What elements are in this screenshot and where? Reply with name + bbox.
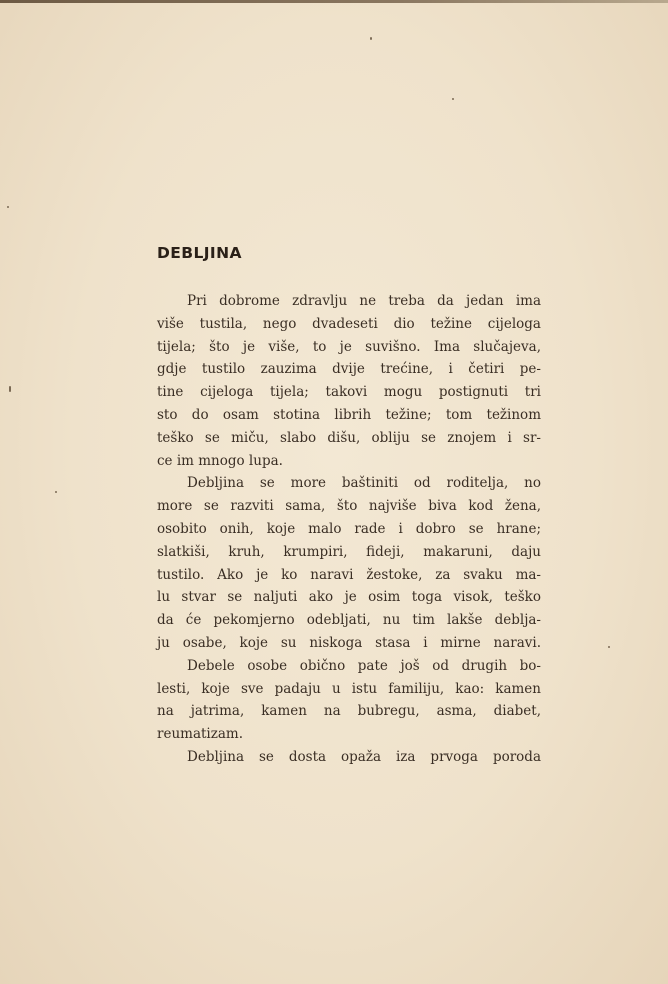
text-line: lu stvar se naljuti ako je osim toga visok, teško bbox=[157, 589, 541, 606]
text-line: tijela; što je više, to je suvišno. Ima slučajeva, bbox=[157, 338, 541, 355]
text-line: reumatizam. bbox=[157, 726, 243, 743]
text-line: slatkiši, kruh, krumpiri, fideji, makaruni, daju bbox=[157, 543, 541, 560]
text-line: Pri dobrome zdravlju ne treba da jedan ima bbox=[187, 293, 541, 309]
paragraph-4 bbox=[157, 746, 541, 769]
text-line: teško se miču, slabo dišu, obliju se znojem i sr- bbox=[157, 429, 541, 446]
text-line: ce im mnogo lupa. bbox=[157, 452, 283, 469]
page-top-edge bbox=[0, 0, 668, 3]
chapter-heading: DEBLJINA bbox=[157, 244, 242, 262]
text-line: tine cijeloga tijela; takovi mogu postignuti tri bbox=[157, 384, 541, 401]
text-line: Debljina se more baštiniti od roditelja, no bbox=[187, 475, 541, 492]
chapter-body bbox=[157, 290, 541, 769]
text-line: lesti, koje sve padaju u istu familiju, kao: kamen bbox=[157, 680, 541, 697]
text-line: tustilo. Ako je ko naravi žestoke, za svaku ma- bbox=[157, 566, 541, 583]
text-line: ju osabe, koje su niskoga stasa i mirne naravi. bbox=[157, 634, 541, 651]
paper-speck bbox=[9, 386, 11, 392]
paragraph-2 bbox=[157, 472, 541, 654]
text-line: da će pekomjerno odebljati, nu tim lakše deblja- bbox=[157, 612, 541, 629]
paper-speck bbox=[608, 646, 610, 648]
paper-speck bbox=[452, 98, 454, 100]
paragraph-1 bbox=[157, 290, 541, 472]
paper-speck bbox=[7, 206, 9, 208]
paper-speck bbox=[55, 491, 57, 493]
text-line: više tustila, nego dvadeseti dio težine cijeloga bbox=[157, 315, 541, 332]
text-line: sto do osam stotina librih težine; tom težinom bbox=[157, 406, 541, 423]
text-line: Debele osobe obično pate još od drugih bo- bbox=[187, 657, 541, 674]
text-line: more se razviti sama, što najviše biva kod žena, bbox=[157, 498, 541, 515]
paper-speck bbox=[370, 37, 372, 40]
text-line: na jatrima, kamen na bubregu, asma, diabet, bbox=[157, 703, 541, 720]
text-line: gdje tustilo zauzima dvije trećine, i četiri pe- bbox=[157, 361, 541, 378]
text-line: Debljina se dosta opaža iza prvoga poroda bbox=[187, 748, 541, 765]
text-line: osobito onih, koje malo rade i dobro se hrane; bbox=[157, 520, 541, 537]
paragraph-3 bbox=[157, 655, 541, 746]
